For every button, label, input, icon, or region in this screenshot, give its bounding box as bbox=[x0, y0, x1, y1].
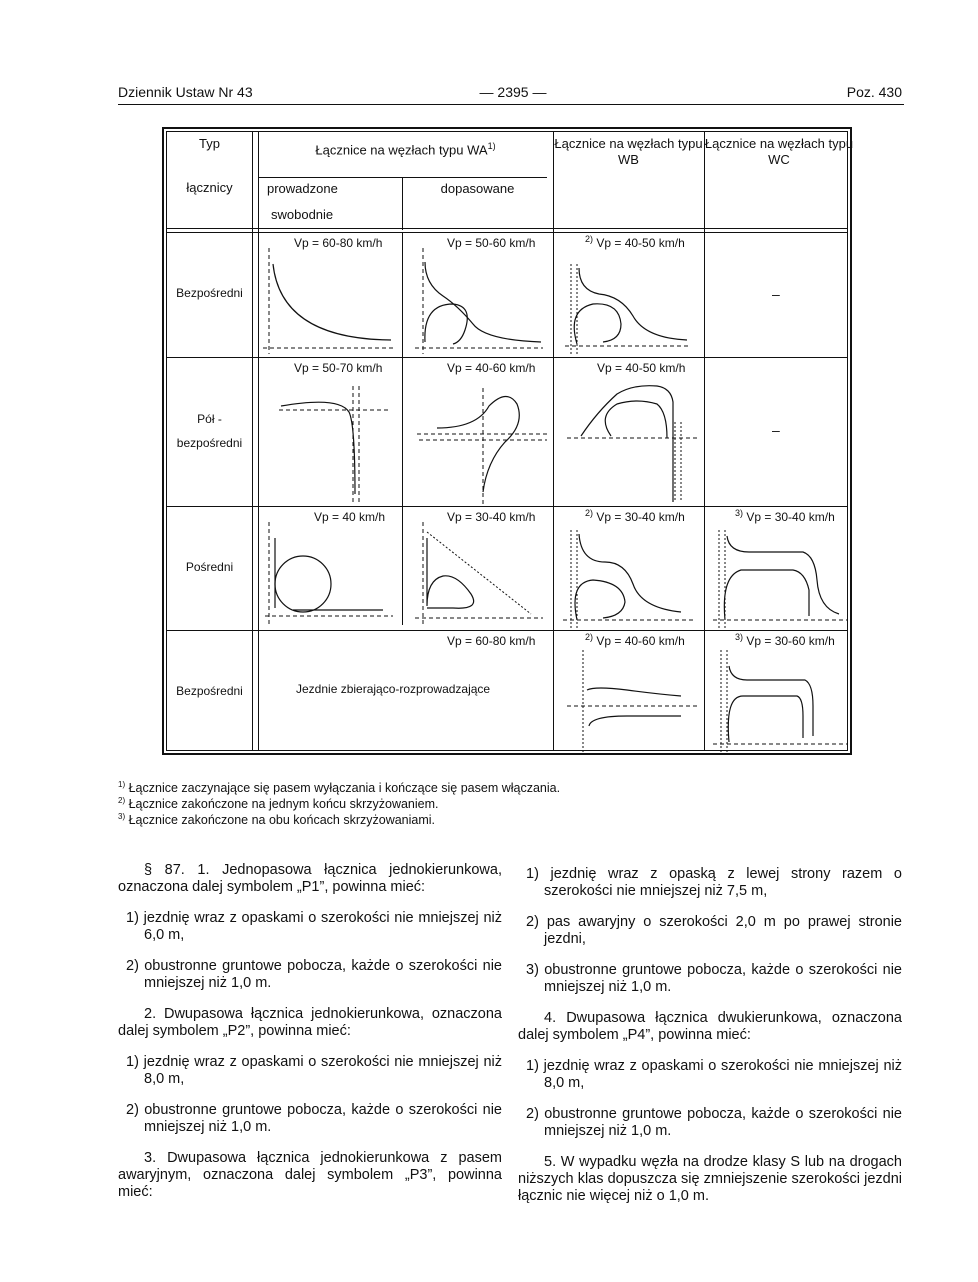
interchange-table bbox=[162, 127, 852, 755]
head-typ: Typ bbox=[199, 136, 220, 151]
row-divider bbox=[167, 630, 847, 631]
col-divider bbox=[553, 132, 554, 750]
row-divider bbox=[167, 232, 847, 233]
r2c3-speed: Vp = 40-50 km/h bbox=[597, 361, 686, 375]
footnote-text: Łącznice zakończone na jednym końcu skrzyżowaniem. bbox=[128, 797, 439, 812]
r4c4-sup: 3) bbox=[735, 632, 744, 642]
footnote-2 bbox=[118, 796, 439, 811]
col-divider bbox=[258, 132, 259, 750]
r4c2-speed: Vp = 60-80 km/h bbox=[447, 634, 536, 648]
footnote-mark: 1) bbox=[118, 780, 126, 789]
footnote-mark: 3) bbox=[118, 812, 126, 821]
diagram-semi-free bbox=[279, 382, 389, 502]
col-divider bbox=[252, 132, 253, 750]
list-item: 2) obustronne gruntowe pobocza, każde o szerokości nie mniejszej niż 1,0 m. bbox=[126, 958, 502, 991]
header-rule bbox=[118, 104, 904, 105]
paragraph: 2. Dwupasowa łącznica jednokierunkowa, oznaczona dalej symbolem „P2”, powinna mieć: bbox=[118, 1006, 502, 1039]
r1c3-text: Vp = 40-50 km/h bbox=[596, 236, 685, 250]
r3c3-text: Vp = 30-40 km/h bbox=[596, 510, 685, 524]
footnote-mark: 2) bbox=[118, 796, 126, 805]
r1c3-speed bbox=[585, 234, 685, 250]
r1c3-sup: 2) bbox=[585, 234, 594, 244]
row-divider bbox=[167, 228, 847, 229]
diagram-direct-free bbox=[263, 244, 395, 354]
right-column bbox=[518, 866, 902, 1219]
r3c1-speed: Vp = 40 km/h bbox=[314, 510, 386, 524]
r1c1-speed: Vp = 60-80 km/h bbox=[294, 236, 383, 250]
diagram-cd-wb bbox=[567, 646, 699, 754]
paragraph: 5. W wypadku węzła na drodze klasy S lub na drogach niższych klas dopuszcza się zmniejszenie szerokości jezdni łącznic nie więcej niż o 1,0 m. bbox=[518, 1154, 902, 1204]
r1c4-dash: – bbox=[772, 286, 780, 302]
head-prowadzone: prowadzone bbox=[267, 181, 338, 196]
list-item: 2) obustronne gruntowe pobocza, każde o szerokości nie mniejszej niż 1,0 m. bbox=[526, 1106, 902, 1139]
head-dopasowane: dopasowane bbox=[440, 181, 515, 196]
r2c2-speed: Vp = 40-60 km/h bbox=[447, 361, 536, 375]
diagram-indirect-free bbox=[263, 518, 395, 626]
row2-label-b: bezpośredni bbox=[176, 436, 243, 450]
page-number: — 2395 — bbox=[479, 84, 547, 100]
r2c4-dash: – bbox=[772, 422, 780, 438]
head-wc: Łącznice na węzłach typu WC bbox=[704, 136, 854, 167]
col-divider bbox=[704, 132, 705, 750]
paragraph: 4. Dwupasowa łącznica dwukierunkowa, oznaczona dalej symbolem „P4”, powinna mieć: bbox=[518, 1010, 902, 1043]
row1-label: Bezpośredni bbox=[176, 286, 243, 300]
head-wa-text: Łącznice na węzłach typu WA bbox=[315, 142, 488, 158]
footnote-text: Łącznice zakończone na obu końcach skrzyżowaniami. bbox=[128, 813, 436, 828]
r3c2-speed: Vp = 30-40 km/h bbox=[447, 510, 536, 524]
diagram-semi-fitted bbox=[417, 382, 549, 507]
r1c2-speed: Vp = 50-60 km/h bbox=[447, 236, 536, 250]
list-item: 1) jezdnię wraz z opaskami o szerokości nie mniejszej niż 8,0 m, bbox=[526, 1058, 902, 1091]
r3c3-sup: 2) bbox=[585, 508, 594, 518]
diagram-semi-wb bbox=[567, 382, 699, 507]
head-wa bbox=[258, 138, 553, 158]
row-divider bbox=[258, 177, 547, 178]
r4c3-sup: 2) bbox=[585, 632, 594, 642]
journal-title: Dziennik Ustaw Nr 43 bbox=[118, 84, 253, 100]
diagram-indirect-fitted bbox=[413, 518, 545, 626]
head-swobodnie: swobodnie bbox=[271, 207, 334, 222]
paragraph: § 87. 1. Jednopasowa łącznica jednokierunkowa, oznaczona dalej symbolem „P1”, powinna mieć: bbox=[118, 862, 502, 895]
diagram-direct-fitted bbox=[413, 244, 545, 354]
list-item: 3) obustronne gruntowe pobocza, każde o szerokości nie mniejszej niż 1,0 m. bbox=[526, 962, 902, 995]
col-divider bbox=[402, 232, 403, 625]
list-item: 1) jezdnię wraz z opaską z lewej strony razem o szerokości nie mniejszej niż 7,5 m, bbox=[526, 866, 902, 899]
row-divider bbox=[167, 357, 847, 358]
position-number: Poz. 430 bbox=[846, 84, 902, 100]
row2-label-a: Pół - bbox=[197, 412, 222, 426]
row3-label: Pośredni bbox=[185, 560, 234, 574]
diagram-indirect-wb bbox=[563, 520, 695, 628]
list-item: 2) pas awaryjny o szerokości 2,0 m po prawej stronie jezdni, bbox=[526, 914, 902, 947]
head-wa-sup: 1) bbox=[487, 141, 496, 151]
diagram-direct-wb bbox=[563, 254, 695, 354]
r4-cd-roads: Jezdnie zbierająco-rozprowadzające bbox=[296, 682, 491, 696]
r3c4-sup: 3) bbox=[735, 508, 744, 518]
footnote-1 bbox=[118, 780, 560, 795]
diagram-cd-wc bbox=[713, 646, 849, 754]
list-item: 1) jezdnię wraz z opaskami o szerokości nie mniejszej niż 8,0 m, bbox=[126, 1054, 502, 1087]
list-item: 2) obustronne gruntowe pobocza, każde o szerokości nie mniejszej niż 1,0 m. bbox=[126, 1102, 502, 1135]
row4-label: Bezpośredni bbox=[176, 684, 243, 698]
left-column bbox=[118, 862, 502, 1215]
footnote-text: Łącznice zaczynające się pasem wyłączania i kończące się pasem włączania. bbox=[128, 781, 561, 796]
r3c4-text: Vp = 30-40 km/h bbox=[746, 510, 835, 524]
footnote-3 bbox=[118, 812, 435, 827]
r2c1-speed: Vp = 50-70 km/h bbox=[294, 361, 383, 375]
r4c3-text: Vp = 40-60 km/h bbox=[596, 634, 685, 648]
list-item: 1) jezdnię wraz z opaskami o szerokości nie mniejszej niż 6,0 m, bbox=[126, 910, 502, 943]
head-wb: Łącznice na węzłach typu WB bbox=[554, 136, 703, 167]
r4c4-text: Vp = 30-60 km/h bbox=[746, 634, 835, 648]
head-lacznicy: łącznicy bbox=[186, 180, 233, 195]
paragraph: 3. Dwupasowa łącznica jednokierunkowa z pasem awaryjnym, oznaczona dalej symbolem „P3”, powinna mieć: bbox=[118, 1150, 502, 1200]
diagram-indirect-wc bbox=[713, 520, 849, 628]
